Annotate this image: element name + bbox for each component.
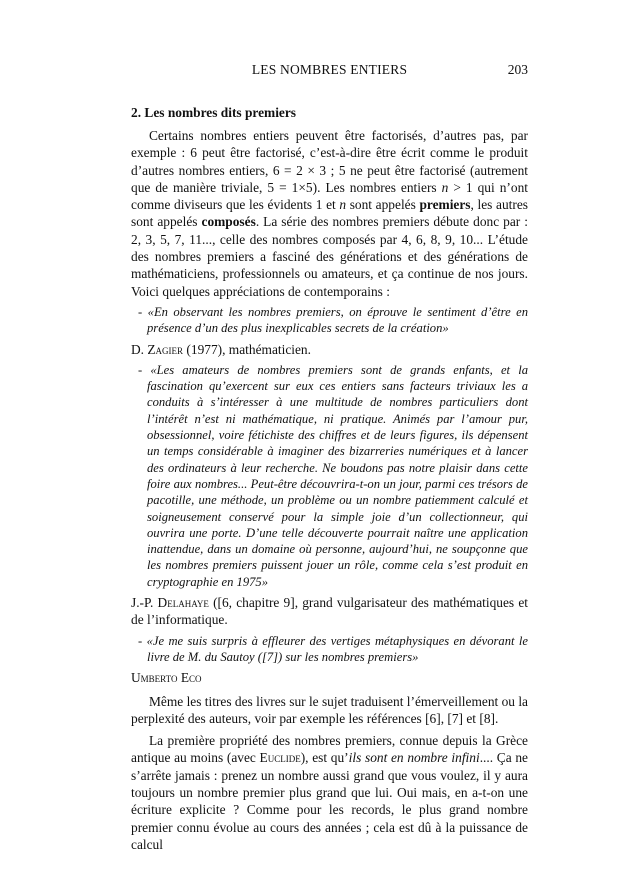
author-name: Umberto Eco	[131, 670, 202, 686]
author-euclide: Euclide	[259, 750, 301, 766]
para3-italic: ils sont en nombre infini	[348, 750, 480, 766]
quote-eco: - «Je me suis surpris à effleurer des vertiges métaphysiques en dévorant le livre de M. du Sautoy ([7]) sur les nombres premiers»	[138, 633, 528, 664]
intro-paragraph	[131, 127, 528, 300]
quote-zagier: - «En observant les nombres premiers, on éprouve le sentiment d’être en présence d’un des plus inexplicables secrets de la création»	[138, 304, 528, 336]
intro-text-3: sont appelés	[346, 197, 420, 213]
para3-text-c: .... Ça ne s’arrête jamais : prenez un nombre aussi grand que vous voulez, il y aura toujours un nombre premier plus grand que lui. Oui mais, en a-t-on une écriture explicite ? Comme pour les records, le plus grand nombre premier connu évolue au cours des années ; cela est dû à la puissance de calcul	[131, 750, 528, 852]
author-name: Zagier	[147, 341, 184, 357]
infinitude-paragraph	[131, 732, 528, 853]
variable-n: n	[339, 197, 347, 213]
attribution-eco	[131, 669, 528, 686]
page-number: 203	[507, 62, 528, 77]
intro-text-5: . La série des nombres premiers débute donc par : 2, 3, 5, 7, 11..., celle des nombres composés par 4, 6, 8, 9, 10... L’étude des nombres premiers a fasciné des générations et des générations de mathématiciens, professionnels ou amateurs, et ça continue de nos jours. Voici quelques appréciations de contemporains :	[131, 214, 529, 299]
intro-text-2: > 1 qui n’ont comme diviseurs que les évidents 1 et	[131, 179, 528, 213]
author-role: ([6, chapitre 9], grand vulgarisateur des mathématiques et de l’informatique.	[131, 595, 528, 628]
para3-text-b: ), est qu’	[300, 750, 349, 766]
author-role: (1977), mathématicien.	[183, 341, 311, 357]
variable-n: n	[441, 179, 449, 195]
author-name: Delahaye	[157, 595, 209, 611]
intro-text-1: Certains nombres entiers peuvent être factorisés, d’autres pas, par exemple : 6 peut être factorisé, c’est-à-dire être écrit comme le produit d’autres nombres entiers, 6 = 2 × 3 ; 5 ne peut être factorisé (autrement que de manière triviale, 5 = 1×5). Les nombres entiers	[131, 128, 528, 195]
para3-text-a: La première propriété des nombres premiers, connue depuis la Grèce antique au moins (avec	[131, 733, 528, 766]
term-premiers: premiers	[419, 197, 471, 213]
running-header	[131, 62, 528, 82]
author-initial: J.-P.	[131, 595, 158, 611]
references-paragraph: Même les titres des livres sur le sujet traduisent l’émerveillement ou la perplexité des auteurs, voir par exemple les références [6], [7] et [8].	[131, 693, 528, 726]
attribution-zagier	[131, 341, 528, 358]
section-heading: 2. Les nombres dits premiers	[131, 105, 297, 120]
attribution-delahaye	[131, 594, 528, 629]
quote-delahaye: - «Les amateurs de nombres premiers sont de grands enfants, et la fascination qu’exercent sur eux ces entiers sans facteurs triviaux les a conduits à s’intéresser à une multitude de nombres particuliers dont l’intérêt n’est ni mathématique, ni pratique. Animés par l’amour pur, obsessionnel, voire fétichiste des chiffres et de leurs figures, ils dépensent un temps considérable à imaginer des bizarreries numériques et à lancer des ordinateurs à leur recherche. Ne boudons pas notre plaisir dans cette foire aux nombres... Peut-être découvrira-t-on un jour, parmi ces trésors de pacotille, une méthode, un problème ou un nombre patiemment calculé et soigneusement conservé pour la simple joie d’un collectionneur, qui ouvrira une porte. D’une telle découverte pourrait naître une application inattendue, dans un domaine où personne, aujourd’hui, ne soupçonne que les nombres premiers puissent jouer un rôle, comme cela s’est produit en cryptographie en 1975»	[138, 362, 528, 589]
term-composes: composés	[201, 214, 256, 230]
author-initial: D.	[131, 341, 148, 357]
intro-text-4: , les autres sont appelés	[131, 197, 528, 230]
page-body	[131, 104, 528, 853]
running-title: LES NOMBRES ENTIERS	[251, 62, 408, 77]
